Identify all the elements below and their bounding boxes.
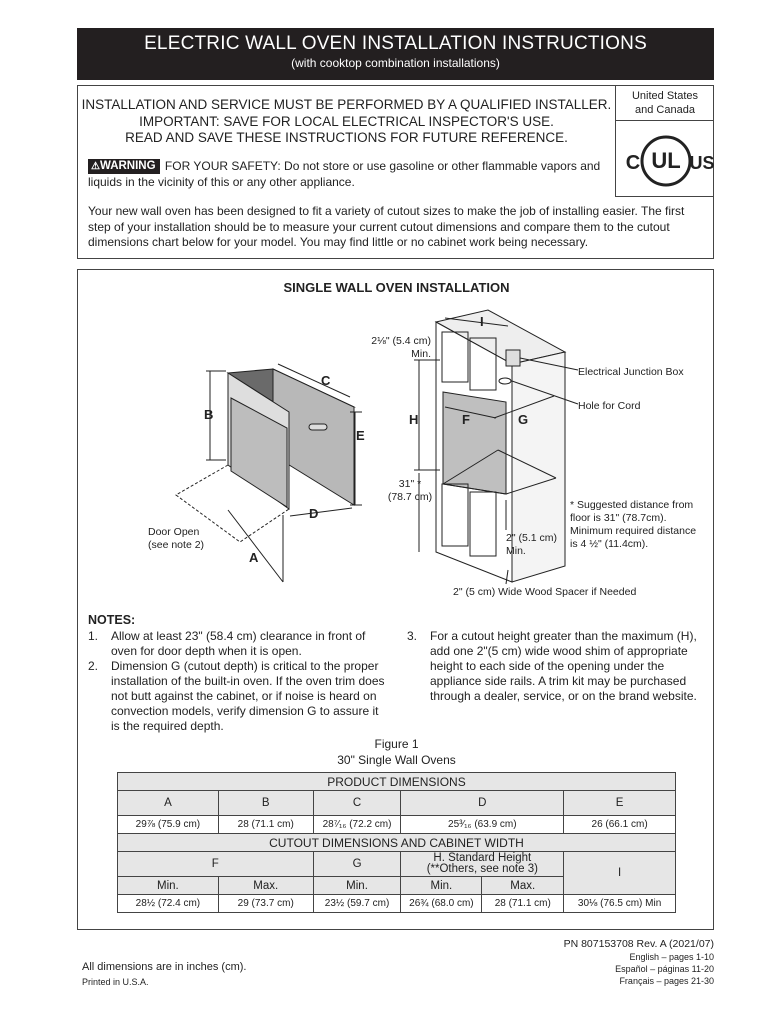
- suggested-line-1: * Suggested distance from: [570, 499, 694, 511]
- dimensions-units-note: All dimensions are in inches (cm).: [82, 961, 247, 973]
- spacer-min-line-2: Min.: [506, 545, 526, 557]
- figure-box: [77, 269, 714, 930]
- intro-paragraph: Your new wall oven has been designed to fit a variety of cutout sizes to make the job of installing easier. The first step of your installation should be to measure your current cutout dimensions and compare them to the cutout dimensions chart below for your model. You may find little or no cabinet work being necessary.: [88, 204, 685, 249]
- suggested-line-4: is 4 ½" (11.4cm).: [570, 538, 649, 550]
- warning-text: FOR YOUR SAFETY: Do not store or use gasoline or other flammable vapors and liquids in the vicinity of this or any other appliance.: [88, 159, 601, 189]
- table-cell: 28⁷⁄₁₆ (72.2 cm): [313, 816, 401, 834]
- note-3-line: height to each side of the opening under the: [430, 659, 665, 673]
- dimension-e-label: E: [356, 428, 365, 443]
- table-cell: 29⅞ (75.9 cm): [118, 816, 219, 834]
- col-c-header: C: [313, 791, 401, 816]
- col-b-header: B: [218, 791, 313, 816]
- note-1-line: oven for door depth when it is open.: [111, 644, 302, 658]
- installation-diagram: [78, 270, 715, 610]
- cul-us-logo: [616, 121, 715, 197]
- dimension-c-label: C: [321, 373, 331, 388]
- f-max-header: Max.: [218, 877, 313, 895]
- warning-triangle-icon: ⚠: [91, 161, 100, 172]
- notes-heading: NOTES:: [88, 613, 136, 627]
- product-columns-row: [118, 791, 676, 816]
- inspector-line: IMPORTANT: SAVE FOR LOCAL ELECTRICAL INSPECTOR'S USE.: [139, 113, 554, 129]
- cutout-values-row: [118, 895, 676, 913]
- note-3-line: through a dealer, service, or on the brand website.: [430, 689, 697, 703]
- part-number: PN 807153708 Rev. A (2021/07): [563, 938, 714, 950]
- table-cell: 28 (71.1 cm): [218, 816, 313, 834]
- cutout-dimensions-header: CUTOUT DIMENSIONS AND CABINET WIDTH: [118, 834, 676, 852]
- dimensions-table: [117, 772, 676, 913]
- col-h-note: (**Others, see note 3): [426, 863, 538, 875]
- top-clearance-label: [368, 335, 431, 361]
- language-index: [480, 951, 714, 987]
- product-dimensions-header: PRODUCT DIMENSIONS: [118, 773, 676, 791]
- note-1-number: 1.: [88, 629, 99, 643]
- col-d-header: D: [401, 791, 564, 816]
- door-open-label: [148, 526, 204, 552]
- col-f-header: F: [118, 852, 314, 877]
- dimension-b-label: B: [204, 407, 214, 422]
- table-cell: 26 (66.1 cm): [564, 816, 676, 834]
- g-min-header: Min.: [313, 877, 401, 895]
- language-french: Français – pages 21-30: [619, 976, 714, 986]
- col-a-header: A: [118, 791, 219, 816]
- f-min-header: Min.: [118, 877, 219, 895]
- region-line-2: and Canada: [635, 103, 695, 116]
- table-cell: 26¾ (68.0 cm): [401, 895, 482, 913]
- note-2-line: installation of the built-in oven. If the oven trim does: [111, 674, 385, 688]
- note-3-number: 3.: [407, 629, 418, 643]
- dimension-f-label: F: [462, 412, 470, 427]
- product-dimensions-header-row: [118, 773, 676, 791]
- dimension-g-label: G: [518, 412, 529, 427]
- dimension-d-label: D: [309, 506, 319, 521]
- cert-left-text: C: [625, 152, 641, 174]
- cert-right-text: US: [689, 153, 715, 173]
- cert-mark-text: UL: [651, 148, 681, 173]
- save-instructions-line: READ AND SAVE THESE INSTRUCTIONS FOR FUTURE REFERENCE.: [125, 130, 568, 145]
- dimension-h-label: H: [409, 412, 419, 427]
- top-clearance-line-1: 2⅛" (5.4 cm): [371, 335, 431, 347]
- h-min-header: Min.: [401, 877, 482, 895]
- suggested-line-2: floor is 31" (78.7cm).: [570, 512, 667, 524]
- note-2-line: not butt against the cabinet, or if noise is heard on: [111, 689, 377, 703]
- safety-box: [77, 85, 714, 259]
- printed-in-note: Printed in U.S.A.: [82, 977, 149, 987]
- language-spanish: Español – páginas 11-20: [615, 964, 714, 974]
- junction-box-label: Electrical Junction Box: [578, 366, 684, 378]
- figure-title: SINGLE WALL OVEN INSTALLATION: [283, 280, 510, 295]
- note-3-line: add one 2"(5 cm) wide wood shim of appropriate: [430, 644, 688, 658]
- document-subtitle: (with cooktop combination installations): [291, 56, 500, 70]
- dimension-i-label: I: [480, 314, 484, 329]
- note-2: [88, 659, 398, 734]
- col-e-header: E: [564, 791, 676, 816]
- figure-caption: Figure 1: [374, 737, 419, 751]
- title-bar: [77, 28, 714, 80]
- floor-distance-line-1: 31" *: [398, 478, 422, 490]
- floor-distance-label: [380, 478, 440, 504]
- warning-badge: [88, 159, 160, 174]
- col-h-title: H. Standard Height: [433, 852, 532, 864]
- table-cell: 28 (71.1 cm): [482, 895, 564, 913]
- spacer-min-line-1: 2" (5.1 cm): [506, 532, 557, 544]
- qualified-installer-line: INSTALLATION AND SERVICE MUST BE PERFORMED BY A QUALIFIED INSTALLER.: [81, 97, 612, 112]
- warning-statement: [88, 158, 608, 190]
- table-cell: 30⅛ (76.5 cm) Min: [564, 895, 676, 913]
- h-max-header: Max.: [482, 877, 564, 895]
- door-open-line-1: Door Open: [148, 526, 200, 538]
- top-clearance-line-2: Min.: [411, 348, 431, 360]
- suggested-distance-note: [570, 499, 696, 551]
- language-english: English – pages 1-10: [629, 952, 714, 962]
- note-1: [88, 629, 398, 659]
- wood-spacer-label: 2" (5 cm) Wide Wood Spacer if Needed: [453, 586, 637, 598]
- col-h-header: [401, 852, 564, 877]
- note-2-line: convection models, verify dimension G to assure it: [111, 704, 379, 718]
- region-box: [615, 86, 714, 121]
- suggested-line-3: Minimum required distance: [570, 525, 697, 537]
- note-3-line: appliance side rails. A trim kit may be purchased: [430, 674, 687, 688]
- note-3: [407, 629, 712, 704]
- table-cell: 28½ (72.4 cm): [118, 895, 219, 913]
- spacer-min-label: [506, 532, 557, 558]
- floor-distance-line-2: (78.7 cm): [387, 491, 433, 503]
- note-2-line: Dimension G (cutout depth) is critical to the proper: [111, 659, 379, 673]
- note-2-line: is the required depth.: [111, 719, 224, 733]
- cutout-dimensions-header-row: [118, 834, 676, 852]
- product-values-row: [118, 816, 676, 834]
- hole-for-cord-label: Hole for Cord: [578, 400, 641, 412]
- dimension-a-label: A: [249, 550, 259, 565]
- warning-label: WARNING: [99, 160, 156, 172]
- figure-subcaption: 30" Single Wall Ovens: [337, 753, 456, 767]
- note-3-line: For a cutout height greater than the maximum (H),: [430, 629, 697, 643]
- document-title: ELECTRIC WALL OVEN INSTALLATION INSTRUCTIONS: [144, 33, 647, 54]
- table-cell: 25³⁄₁₆ (63.9 cm): [401, 816, 564, 834]
- region-line-1: United States: [631, 90, 699, 102]
- col-g-header: G: [313, 852, 401, 877]
- col-i-header: I: [564, 852, 676, 895]
- cutout-columns-row: [118, 852, 676, 877]
- note-2-number: 2.: [88, 659, 99, 673]
- door-open-line-2: (see note 2): [148, 539, 205, 551]
- table-cell: 29 (73.7 cm): [218, 895, 313, 913]
- table-cell: 23½ (59.7 cm): [313, 895, 401, 913]
- note-1-line: Allow at least 23" (58.4 cm) clearance in front of: [111, 629, 366, 643]
- certification-box: [615, 121, 714, 197]
